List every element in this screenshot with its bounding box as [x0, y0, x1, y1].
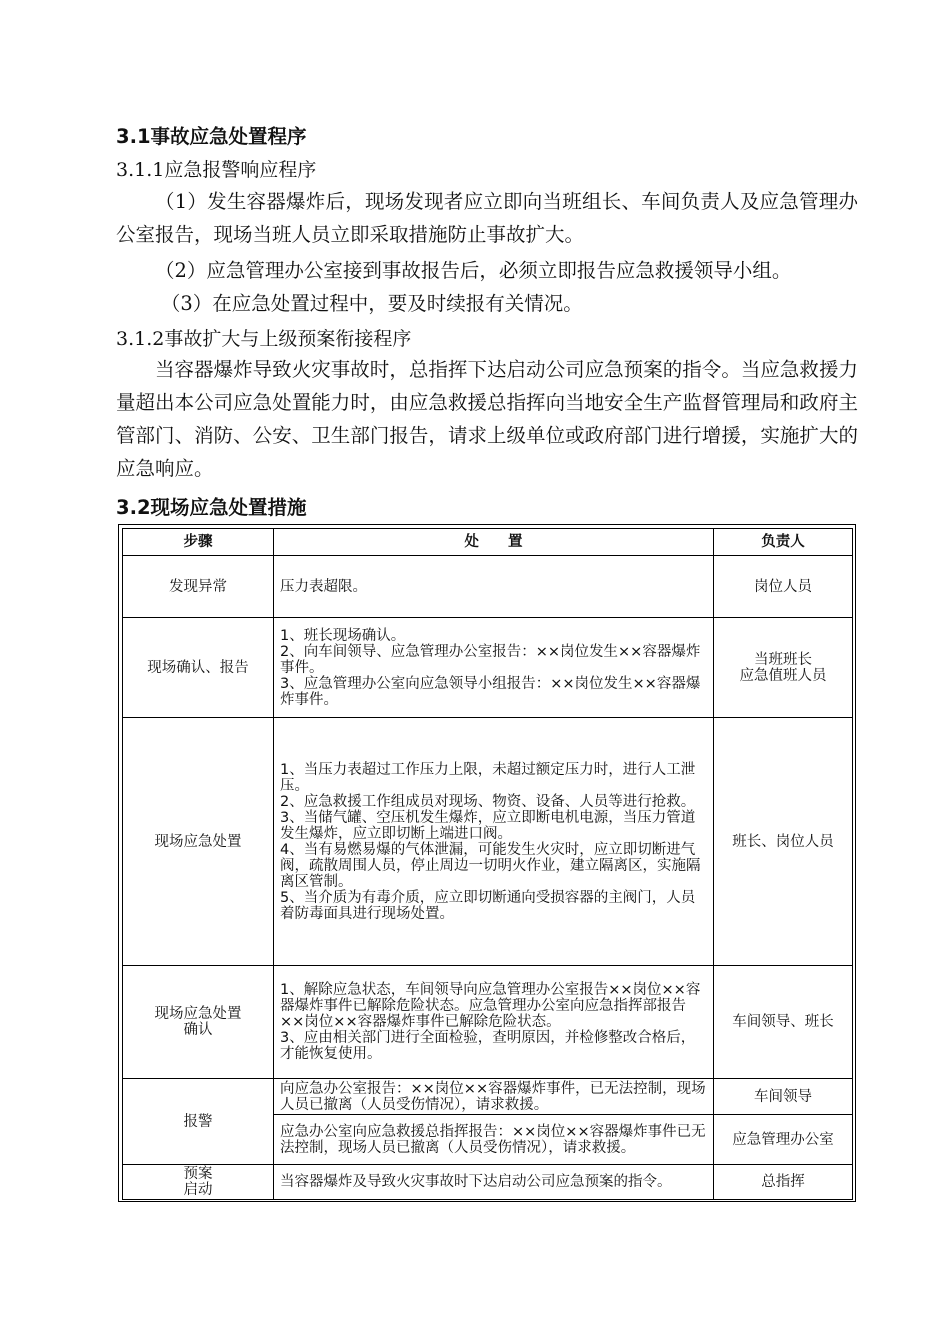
step-line: 确认: [183, 1022, 213, 1038]
action-cell: 当容器爆炸及导致火灾事故时下达启动公司应急预案的指令。: [274, 1165, 714, 1200]
subsection-heading-3-1-1: 3.1.1应急报警响应程序: [116, 159, 317, 181]
table-row: [123, 618, 853, 718]
action-cell: [274, 718, 714, 966]
step-cell: [123, 1165, 274, 1200]
table-row: [123, 1079, 853, 1115]
action-item: 1、当压力表超过工作压力上限，未超过额定压力时，进行人工泄压。: [280, 761, 696, 794]
subsection-heading-3-1-2: 3.1.2事故扩大与上级预案衔接程序: [116, 328, 412, 350]
header-step: 步骤: [123, 529, 274, 556]
section-heading-3-1: 3.1事故应急处置程序: [116, 125, 307, 148]
action-cell: [274, 966, 714, 1079]
owner-cell: 车间领导、班长: [714, 966, 853, 1079]
action-item: 2、应急救援工作组成员对现场、物资、设备、人员等进行抢救。: [280, 793, 696, 810]
measures-table: [122, 528, 853, 1200]
table-row: [123, 556, 853, 618]
action-cell: 向应急办公室报告：××岗位××容器爆炸事件，已无法控制，现场人员已撤离（人员受伤情况），请求救援。: [274, 1079, 714, 1115]
step-cell: [123, 966, 274, 1079]
action-item: 3、应急管理办公室向应急领导小组报告：××岗位发生××容器爆炸事件。: [280, 675, 701, 708]
step-cell: 报警: [123, 1079, 274, 1165]
action-item: 1、班长现场确认。: [280, 627, 406, 644]
paragraph-3: （3）在应急处置过程中，要及时续报有关情况。: [160, 292, 583, 315]
owner-cell: 车间领导: [714, 1079, 853, 1115]
owner-cell: 班长、岗位人员: [714, 718, 853, 966]
step-cell: 现场确认、报告: [123, 618, 274, 718]
step-line: 现场应急处置: [154, 1006, 242, 1022]
owner-cell: 应急管理办公室: [714, 1115, 853, 1165]
owner-line: 应急值班人员: [739, 667, 827, 684]
step-cell: 发现异常: [123, 556, 274, 618]
header-action: 处 置: [274, 529, 714, 556]
table-row: [123, 718, 853, 966]
action-item: 3、当储气罐、空压机发生爆炸，应立即断电机电源，当压力管道发生爆炸，应立即切断上端进口阀。: [280, 809, 696, 842]
step-cell: 现场应急处置: [123, 718, 274, 966]
owner-cell: 总指挥: [714, 1165, 853, 1200]
owner-line: 当班班长: [754, 651, 812, 668]
owner-cell: 岗位人员: [714, 556, 853, 618]
section-heading-3-2: 3.2现场应急处置措施: [116, 496, 307, 519]
table-row: [123, 966, 853, 1079]
paragraph-2: （2）应急管理办公室接到事故报告后，必须立即报告应急救援领导小组。: [155, 259, 792, 282]
paragraph-4: 当容器爆炸导致火灾事故时，总指挥下达启动公司应急预案的指令。当应急救援力量超出本公司应急处置能力时，由应急救援总指挥向当地安全生产监督管理局和政府主管部门、消防、公安、卫生部门报告，请求上级单位或政府部门进行增援，实施扩大的应急响应。: [116, 358, 858, 480]
table-header-row: [123, 529, 853, 556]
owner-cell: [714, 618, 853, 718]
action-cell: [274, 618, 714, 718]
step-line: 预案: [183, 1166, 213, 1182]
step-line: 启动: [183, 1182, 213, 1198]
action-item: 1、解除应急状态，车间领导向应急管理办公室报告××岗位××容器爆炸事件已解除危险状态。应急管理办公室向应急指挥部报告××岗位××容器爆炸事件已解除危险状态。: [280, 982, 701, 1030]
header-owner: 负责人: [714, 529, 853, 556]
action-item: 5、当介质为有毒介质，应立即切断通向受损容器的主阀门，人员着防毒面具进行现场处置。: [280, 889, 696, 922]
action-cell: 应急办公室向应急救援总指挥报告：××岗位××容器爆炸事件已无法控制，现场人员已撤离（人员受伤情况），请求救援。: [274, 1115, 714, 1165]
action-item: 3、应由相关部门进行全面检验，查明原因，并检修整改合格后，才能恢复使用。: [280, 1030, 696, 1062]
measures-table-frame: [118, 524, 856, 1202]
paragraph-1: （1）发生容器爆炸后，现场发现者应立即向当班组长、车间负责人及应急管理办公室报告，现场当班人员立即采取措施防止事故扩大。: [116, 190, 858, 246]
table-row: [123, 1165, 853, 1200]
action-cell: 压力表超限。: [274, 556, 714, 618]
action-item: 2、向车间领导、应急管理办公室报告：××岗位发生××容器爆炸事件。: [280, 643, 701, 676]
action-item: 4、当有易燃易爆的气体泄漏，可能发生火灾时，应立即切断进气阀，疏散周围人员，停止周边一切明火作业，建立隔离区，实施隔离区管制。: [280, 841, 701, 890]
